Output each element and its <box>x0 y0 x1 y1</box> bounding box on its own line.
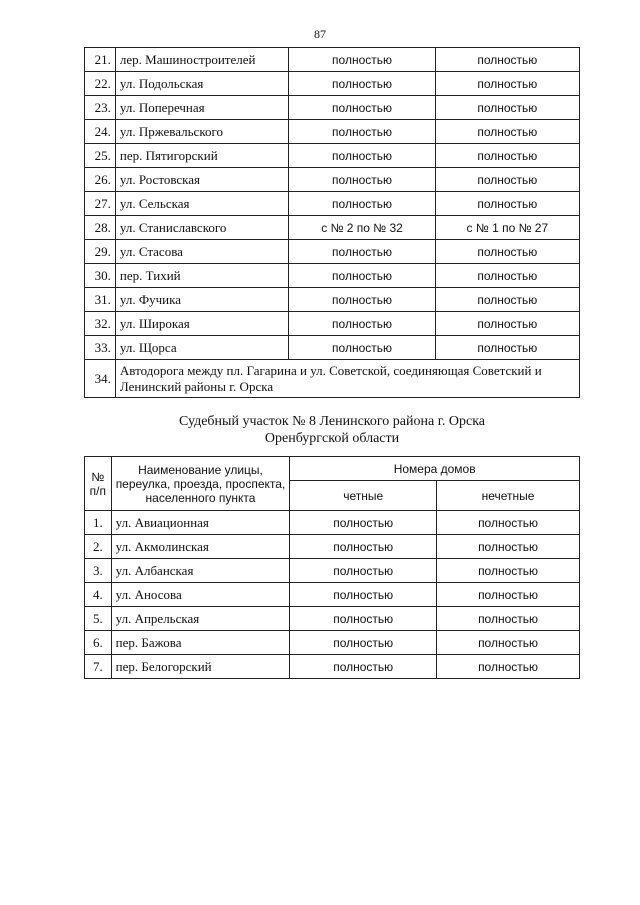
even-houses: полностью <box>289 96 435 120</box>
even-houses: полностью <box>289 312 435 336</box>
section-title <box>84 413 580 447</box>
row-number: 6. <box>85 631 112 655</box>
odd-houses: полностью <box>435 336 579 360</box>
streets-table-body <box>85 48 580 360</box>
row-number: 31. <box>85 288 116 312</box>
odd-houses: полностью <box>435 312 579 336</box>
odd-houses: полностью <box>437 559 580 583</box>
even-houses: полностью <box>289 72 435 96</box>
even-houses: полностью <box>289 144 435 168</box>
odd-houses: полностью <box>435 144 579 168</box>
odd-houses: полностью <box>435 264 579 288</box>
even-houses: полностью <box>290 607 437 631</box>
odd-houses: полностью <box>435 120 579 144</box>
street-name: ул. Сельская <box>115 192 289 216</box>
odd-houses: с № 1 по № 27 <box>435 216 579 240</box>
street-name: ул. Фучика <box>115 288 289 312</box>
street-name: ул. Ростовская <box>115 168 289 192</box>
even-houses: полностью <box>290 511 437 535</box>
table-row <box>85 288 580 312</box>
even-houses: полностью <box>290 631 437 655</box>
even-houses: полностью <box>289 240 435 264</box>
odd-houses: полностью <box>435 288 579 312</box>
street-name: пер. Тихий <box>115 264 289 288</box>
row-number: 25. <box>85 144 116 168</box>
odd-houses: полностью <box>437 511 580 535</box>
even-houses: полностью <box>290 583 437 607</box>
header-odd: нечетные <box>437 481 580 511</box>
even-houses: полностью <box>289 336 435 360</box>
row-number: 34. <box>85 360 116 398</box>
road-description: Автодорога между пл. Гагарина и ул. Советской, соединяющая Советский и Ленинский районы г. Орска <box>115 360 579 398</box>
header-street-name: Наименование улицы, переулка, проезда, проспекта, населенного пункта <box>111 457 290 511</box>
street-name: ул. Пржевальского <box>115 120 289 144</box>
row-number: 24. <box>85 120 116 144</box>
table-row <box>85 360 580 398</box>
odd-houses: полностью <box>435 72 579 96</box>
table-row <box>85 535 580 559</box>
row-number: 33. <box>85 336 116 360</box>
row-number: 7. <box>85 655 112 679</box>
row-number: 30. <box>85 264 116 288</box>
table-row <box>85 144 580 168</box>
table-row <box>85 264 580 288</box>
row-number: 2. <box>85 535 112 559</box>
odd-houses: полностью <box>437 583 580 607</box>
table-row <box>85 607 580 631</box>
odd-houses: полностью <box>435 48 579 72</box>
street-name: ул. Акмолинская <box>111 535 290 559</box>
even-houses: полностью <box>289 264 435 288</box>
street-name: ул. Подольская <box>115 72 289 96</box>
row-number: 4. <box>85 583 112 607</box>
street-name: лер. Машиностроителей <box>115 48 289 72</box>
odd-houses: полностью <box>437 631 580 655</box>
row-number: 32. <box>85 312 116 336</box>
table-row <box>85 192 580 216</box>
header-house-numbers: Номера домов <box>290 457 580 481</box>
table-row <box>85 312 580 336</box>
even-houses: полностью <box>290 655 437 679</box>
table-row <box>85 168 580 192</box>
odd-houses: полностью <box>435 96 579 120</box>
table-row <box>85 240 580 264</box>
odd-houses: полностью <box>435 168 579 192</box>
street-name: ул. Широкая <box>115 312 289 336</box>
street-name: ул. Станиславского <box>115 216 289 240</box>
header-even: четные <box>290 481 437 511</box>
table-row <box>85 96 580 120</box>
table-row <box>85 48 580 72</box>
street-name: ул. Поперечная <box>115 96 289 120</box>
odd-houses: полностью <box>437 655 580 679</box>
even-houses: полностью <box>289 120 435 144</box>
street-name: ул. Стасова <box>115 240 289 264</box>
even-houses: полностью <box>289 288 435 312</box>
section-title-line1: Судебный участок № 8 Ленинского района г. Орска <box>178 414 485 429</box>
section-title-line2: Оренбургской области <box>264 431 400 446</box>
table-row <box>85 336 580 360</box>
row-number: 5. <box>85 607 112 631</box>
street-name: ул. Авиационная <box>111 511 290 535</box>
court-district-table-body <box>85 511 580 679</box>
table-row <box>85 655 580 679</box>
streets-table-continued <box>84 47 580 398</box>
table-row <box>85 559 580 583</box>
even-houses: полностью <box>289 168 435 192</box>
row-number: 28. <box>85 216 116 240</box>
odd-houses: полностью <box>437 607 580 631</box>
table-row <box>85 120 580 144</box>
even-houses: с № 2 по № 32 <box>289 216 435 240</box>
even-houses: полностью <box>289 192 435 216</box>
table-row <box>85 511 580 535</box>
even-houses: полностью <box>289 48 435 72</box>
header-number: № п/п <box>85 457 112 511</box>
row-number: 21. <box>85 48 116 72</box>
street-name: ул. Аносова <box>111 583 290 607</box>
street-name: пер. Пятигорский <box>115 144 289 168</box>
row-number: 1. <box>85 511 112 535</box>
row-number: 26. <box>85 168 116 192</box>
even-houses: полностью <box>290 535 437 559</box>
street-name: пер. Белогорский <box>111 655 290 679</box>
page-number: 87 <box>314 27 326 41</box>
row-number: 22. <box>85 72 116 96</box>
row-number: 23. <box>85 96 116 120</box>
odd-houses: полностью <box>437 535 580 559</box>
street-name: ул. Апрельская <box>111 607 290 631</box>
odd-houses: полностью <box>435 192 579 216</box>
row-number: 3. <box>85 559 112 583</box>
court-district-streets-table <box>84 456 580 679</box>
table-row <box>85 631 580 655</box>
street-name: ул. Албанская <box>111 559 290 583</box>
street-name: ул. Щорса <box>115 336 289 360</box>
table-row <box>85 583 580 607</box>
row-number: 29. <box>85 240 116 264</box>
street-name: пер. Бажова <box>111 631 290 655</box>
odd-houses: полностью <box>435 240 579 264</box>
row-number: 27. <box>85 192 116 216</box>
table-row <box>85 216 580 240</box>
even-houses: полностью <box>290 559 437 583</box>
table-row <box>85 72 580 96</box>
